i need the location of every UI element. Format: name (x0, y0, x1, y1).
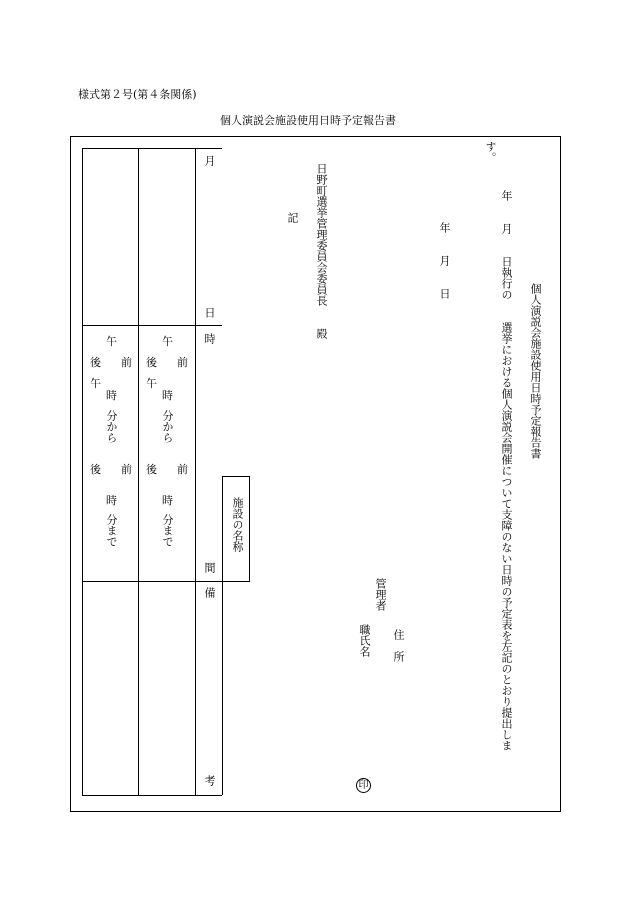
recipient: 日野町選挙管理委員会委員長 殿 (315, 163, 328, 339)
table-col-line-4 (222, 476, 223, 795)
seal-mark: 印 (356, 778, 371, 793)
manager-label: 管理者 (374, 578, 387, 611)
remarks-label-top: 備 (203, 587, 216, 598)
day-label: 日 (203, 307, 216, 318)
form-number: 様式第２号(第４条関係) (78, 88, 197, 101)
remarks-label-bottom: 考 (203, 775, 216, 786)
month-label: 月 (203, 155, 216, 166)
time-cell-2-mae-2: 前 (177, 463, 188, 476)
time-cell-1-mae-2: 前 (121, 463, 132, 476)
time-cell-2-go-1: 後 (146, 356, 157, 369)
time-cell-2-mae-1: 前 (177, 356, 188, 369)
table-col-line-1 (82, 148, 83, 795)
time-label-top: 時 (203, 333, 216, 344)
time-cell-1-gozen-1: 午 (106, 335, 117, 348)
letter-body-line1: 年 月 日執行の 選挙における個人演説会開催について支障のない日時の予定表を左記のとおり提出しま (500, 190, 513, 751)
time-cell-1-go-2: 後 (90, 463, 101, 476)
time-cell-1-ji-2: 時 (106, 494, 117, 507)
table-bottom-line (82, 795, 222, 796)
time-cell-2-fun-made: 分まで (161, 514, 174, 547)
time-cell-2-fun-kara: 分から (161, 410, 174, 443)
letter-title: 個人演説会施設使用日時予定報告書 (529, 283, 542, 459)
table-row-line-2 (82, 581, 250, 582)
time-cell-1-gozen-2: 午 (90, 377, 101, 390)
time-cell-1-fun-kara: 分から (105, 410, 118, 443)
table-row-line-1 (82, 325, 222, 326)
time-cell-2-ji-1: 時 (162, 389, 173, 402)
table-col-line-2 (138, 148, 139, 795)
name-label: 職氏名 (358, 624, 371, 657)
facility-name-label: 施設の名称 (231, 497, 244, 552)
time-cell-2-gozen-2: 午 (146, 377, 157, 390)
letter-body-line2: す。 (484, 141, 497, 163)
table-col-line-3 (195, 148, 196, 795)
time-cell-2-gozen-1: 午 (162, 335, 173, 348)
form-title: 個人演説会施設使用日時予定報告書 (220, 114, 396, 127)
time-cell-1-go-1: 後 (90, 356, 101, 369)
time-cell-1-ji-1: 時 (106, 389, 117, 402)
time-cell-1-mae-1: 前 (121, 356, 132, 369)
table-top-line (82, 148, 222, 149)
address-label: 住 所 (392, 629, 405, 662)
time-cell-2-ji-2: 時 (162, 494, 173, 507)
time-cell-2-go-2: 後 (146, 463, 157, 476)
time-cell-1-fun-made: 分まで (105, 514, 118, 547)
time-label-bottom: 間 (203, 562, 216, 573)
letter-date: 年 月 日 (438, 222, 451, 299)
ki-label: 記 (286, 212, 299, 223)
